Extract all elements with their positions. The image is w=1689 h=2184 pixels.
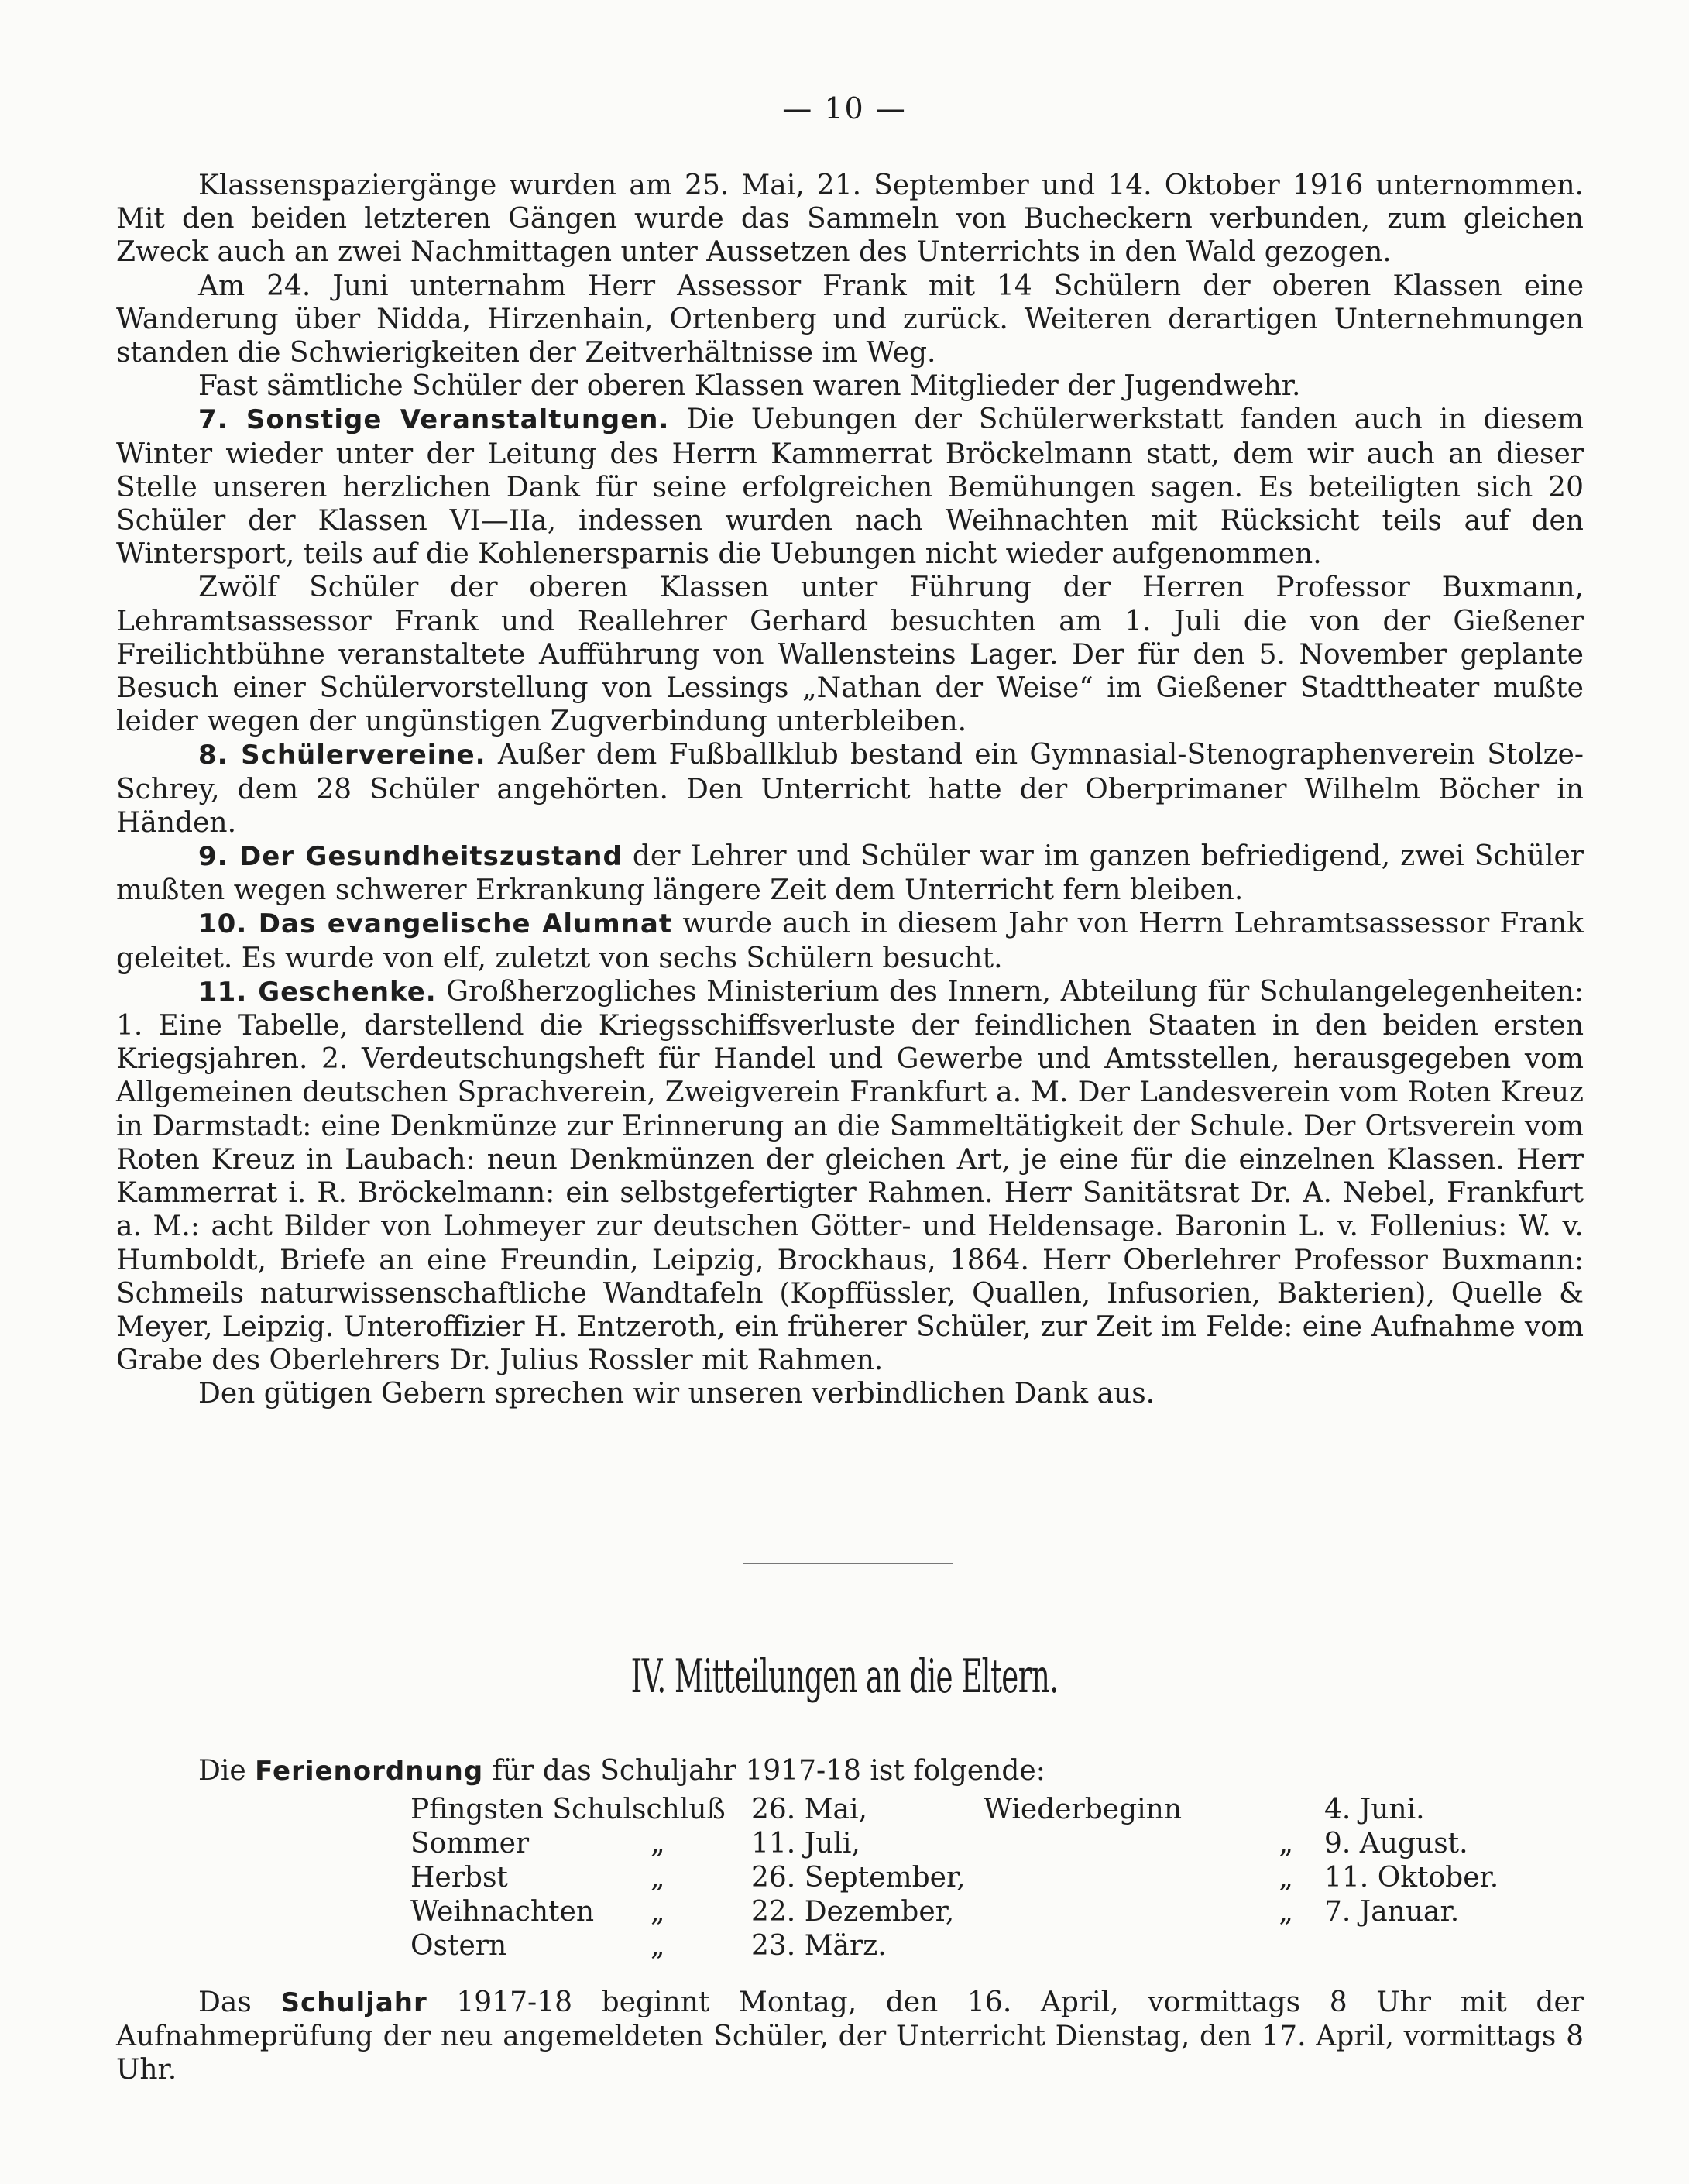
clubs-text: Außer dem Fußballklub bestand ein Gymnasial-Stenographenverein Stolze-Schrey, dem 28 Schüler angehörten. Den Unterricht hatte der Oberprimaner Wilhelm Böcher in Händen.	[116, 739, 1584, 839]
holiday-start: 26. September,	[751, 1862, 966, 1894]
ditto-mark: „	[651, 1896, 665, 1928]
school-year-notice	[116, 1986, 1584, 2087]
school-year-after: 1917-18 beginnt Montag, den 16. April, vormittags 8 Uhr mit der Aufnahmeprüfung der neu angemeldeten Schüler, der Unterricht Dienstag, den 17. April, vormittags 8 Uhr.	[116, 1987, 1584, 2086]
paragraph-hike: Am 24. Juni unternahm Herr Assessor Frank mit 14 Schülern der oberen Klassen eine Wanderung über Nidda, Hirzenhain, Ortenberg und zurück. Weiteren derartigen Unternehmungen standen die Schwierigkeiten der Zeitverhältnisse im Weg.	[116, 270, 1584, 369]
holiday-resume: 7. Januar.	[1324, 1896, 1460, 1928]
paragraph-class-walks: Klassenspaziergänge wurden am 25. Mai, 21. September und 14. Oktober 1916 unternommen. Mit den beiden letzteren Gängen wurde das Sammeln von Bucheckern verbunden, zum gleichen Zweck auch an zwei Nachmittagen unter Aussetzen des Unterrichts in den Wald gezogen.	[116, 170, 1584, 269]
paragraph-alumnat	[116, 907, 1584, 974]
table-row	[410, 1930, 1502, 1964]
holiday-resume-label: „	[1279, 1828, 1293, 1859]
school-year-before: Das	[198, 1987, 252, 2018]
holiday-resume-label	[984, 1930, 1324, 1964]
gifts-text: Großherzogliches Ministerium des Innern, Abteilung für Schulangelegenheiten: 1. Eine Tabelle, darstellend die Kriegsschiffsverluste der feindlichen Staaten in den beiden ersten Kriegsjahren. 2. Verdeutschungsheft für Handel und Gewerbe und Amtsstellen, herausgegeben vom Allgemeinen deutschen Sprachverein, Zweigverein Frankfurt a. M. Der Landesverein vom Roten Kreuz in Darmstadt: eine Denkmünze zur Erinnerung an die Sammeltätigkeit der Schule. Der Ortsverein vom Roten Kreuz in Laubach: neun Denkmünzen der gleichen Art, je eine für die einzelnen Klassen. Herr Kammerrat i. R. Bröckelmann: ein selbstgefertigter Rahmen. Herr Sanitätsrat Dr. A. Nebel, Frankfurt a. M.: acht Bilder von Lohmeyer zur deutschen Götter- und Heldensage. Baronin L. v. Follenius: W. v. Humboldt, Briefe an eine Freundin, Leipzig, Brockhaus, 1864. Herr Oberlehrer Professor Buxmann: Schmeils naturwissenschaftliche Wandtafeln (Kopffüssler, Quallen, Infusorien, Bakterien), Quelle & Meyer, Leipzig. Unteroffizier H. Entzeroth, ein früherer Schüler, zur Zeit im Felde: eine Aufnahme vom Grabe des Oberlehrers Dr. Julius Rossler mit Rahmen.	[116, 975, 1584, 1377]
holiday-name: Herbst	[410, 1862, 508, 1894]
holiday-resume-label: Wiederbeginn	[984, 1794, 1183, 1825]
heading-health: 9. Der Gesundheitszustand	[198, 841, 623, 873]
holiday-resume: 11. Oktober.	[1324, 1862, 1499, 1894]
paragraph-thanks: Den gütigen Gebern sprechen wir unseren verbindlichen Dank aus.	[198, 1378, 1155, 1410]
ditto-mark: „	[651, 1930, 665, 1962]
holiday-start: 22. Dezember,	[751, 1896, 955, 1928]
report-body	[116, 169, 1584, 1411]
holiday-start: 11. Juli,	[751, 1828, 860, 1859]
holiday-resume-label: „	[1279, 1862, 1293, 1894]
holiday-name: Sommer	[410, 1828, 530, 1859]
intro-after: für das Schuljahr 1917-18 ist folgende:	[492, 1755, 1045, 1787]
holiday-resume: 9. August.	[1324, 1828, 1468, 1859]
holiday-name: Pfingsten Schulschluß	[410, 1794, 726, 1825]
holiday-resume: 4. Juni.	[1324, 1794, 1425, 1825]
health-text: der Lehrer und Schüler war im ganzen befriedigend, zwei Schüler mußten wegen schwerer Erkrankung längere Zeit dem Unterricht fern bleiben.	[116, 840, 1584, 907]
paragraph-health	[116, 840, 1584, 907]
holiday-intro	[198, 1755, 1045, 1787]
section-heading: IV. Mitteilungen an die Eltern.	[630, 1650, 1059, 1704]
alumnat-text: wurde auch in diesem Jahr von Herrn Lehramtsassessor Frank geleitet. Es wurde von elf, zuletzt von sechs Schülern besucht.	[116, 908, 1584, 974]
events-text: Die Uebungen der Schülerwerkstatt fanden auch in diesem Winter wieder unter der Leitung des Herrn Kammerrat Bröckelmann statt, dem wir auch an dieser Stelle unseren herzlichen Dank für seine erfolgreichen Bemühungen sagen. Es beteiligten sich 20 Schüler der Klassen VI—IIa, indessen wurden nach Weihnachten mit Rücksicht teils auf den Wintersport, teils auf die Kohlenersparnis die Uebungen nicht wieder aufgenommen.	[116, 403, 1584, 571]
holiday-name: Weihnachten	[410, 1896, 595, 1928]
holiday-resume	[1324, 1930, 1502, 1964]
table-row	[410, 1828, 1502, 1862]
heading-alumnat: 10. Das evangelische Alumnat	[198, 908, 673, 940]
page-number: — 10 —	[782, 91, 907, 125]
holiday-resume-label: „	[1279, 1896, 1293, 1928]
intro-before: Die	[198, 1755, 246, 1787]
paragraph-gifts	[116, 975, 1584, 1377]
heading-other-events: 7. Sonstige Veranstaltungen.	[198, 404, 670, 436]
paragraph-youth-defense: Fast sämtliche Schüler der oberen Klassen waren Mitglieder der Jugendwehr.	[198, 370, 1301, 403]
paragraph-theater: Zwölf Schüler der oberen Klassen unter Führung der Herren Professor Buxmann, Lehramtsassessor Frank und Reallehrer Gerhard besuchten am 1. Juli die von der Gießener Freilichtbühne veranstaltete Aufführung von Wallensteins Lager. Der für den 5. November geplante Besuch einer Schülervorstellung von Lessings „Nathan der Weise“ im Gießener Stadttheater mußte leider wegen der ungünstigen Zugverbindung unterbleiben.	[116, 572, 1584, 738]
paragraph-clubs	[116, 738, 1584, 840]
table-row	[410, 1794, 1502, 1828]
paragraph-events	[116, 403, 1584, 571]
school-year-bold-term: Schuljahr	[280, 1987, 427, 2018]
table-row	[410, 1862, 1502, 1896]
holiday-start: 23. März.	[751, 1930, 887, 1962]
ditto-mark: „	[651, 1862, 665, 1894]
section-divider	[743, 1563, 953, 1564]
holiday-table	[410, 1794, 1502, 1964]
heading-gifts: 11. Geschenke.	[198, 976, 437, 1008]
table-row	[410, 1896, 1502, 1930]
holiday-start: 26. Mai,	[751, 1794, 867, 1825]
ditto-mark: „	[651, 1828, 665, 1859]
heading-student-clubs: 8. Schülervereine.	[198, 740, 486, 771]
intro-bold-term: Ferienordnung	[255, 1756, 484, 1787]
holiday-name: Ostern	[410, 1930, 507, 1962]
